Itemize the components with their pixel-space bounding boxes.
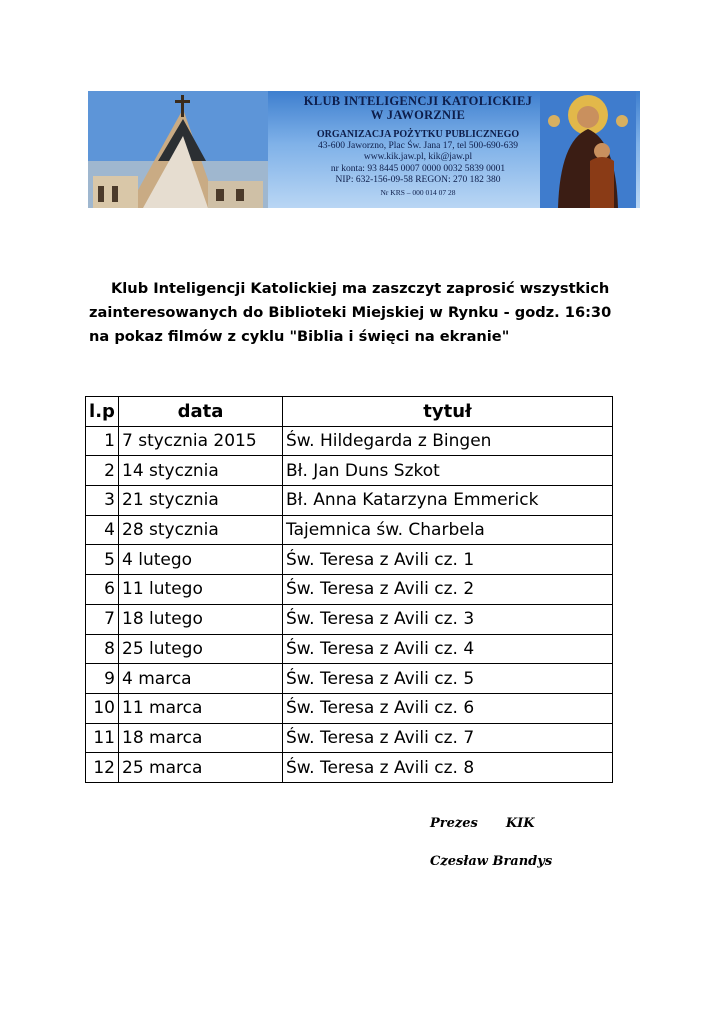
banner-org: ORGANIZACJA POŻYTKU PUBLICZNEGO	[316, 129, 520, 140]
row-number: 11	[86, 723, 119, 753]
row-number: 10	[86, 693, 119, 723]
row-number: 12	[86, 753, 119, 783]
table-row	[86, 426, 613, 456]
row-title: Św. Teresa z Avili cz. 7	[283, 723, 613, 753]
table-row	[86, 575, 613, 605]
row-title: Bł. Anna Katarzyna Emmerick	[283, 486, 613, 516]
row-title: Św. Teresa z Avili cz. 5	[283, 664, 613, 694]
banner-heading	[258, 94, 578, 129]
row-date: 25 marca	[119, 753, 283, 783]
invitation-line-3: na pokaz filmów z cyklu "Biblia i święci na ekranie"	[89, 328, 510, 345]
row-title: Tajemnica św. Charbela	[283, 515, 613, 545]
row-date: 21 stycznia	[119, 486, 283, 516]
row-date: 4 marca	[119, 664, 283, 694]
signature-org: KIK	[505, 816, 535, 831]
banner-account: nr konta: 93 8445 0007 0000 0032 5839 0001	[330, 163, 506, 174]
banner-nip: NIP: 632-156-09-58 REGON: 270 182 380	[335, 175, 501, 185]
row-number: 3	[86, 486, 119, 516]
table-row	[86, 486, 613, 516]
table-row	[86, 693, 613, 723]
banner-subtitle: W JAWORZNIE	[370, 108, 466, 122]
table-row	[86, 604, 613, 634]
row-title: Św. Teresa z Avili cz. 6	[283, 693, 613, 723]
row-date: 11 lutego	[119, 575, 283, 605]
row-title: Św. Teresa z Avili cz. 4	[283, 634, 613, 664]
row-date: 4 lutego	[119, 545, 283, 575]
row-date: 14 stycznia	[119, 456, 283, 486]
row-date: 7 stycznia 2015	[119, 426, 283, 456]
invitation-line-1: Klub Inteligencji Katolickiej ma zaszczyt zaprosić wszystkich	[111, 280, 610, 297]
row-number: 2	[86, 456, 119, 486]
row-date: 18 marca	[119, 723, 283, 753]
row-number: 7	[86, 604, 119, 634]
signature-name: Czesław Brandys	[430, 854, 553, 869]
row-date: 11 marca	[119, 693, 283, 723]
row-date: 18 lutego	[119, 604, 283, 634]
schedule-table	[85, 396, 613, 783]
signature-role	[430, 816, 535, 831]
table-row	[86, 723, 613, 753]
banner-details	[258, 129, 578, 198]
banner-address: 43-600 Jaworzno, Plac Św. Jana 17, tel 500-690-639	[318, 140, 518, 151]
header-lp: l.p	[86, 397, 119, 427]
row-number: 6	[86, 575, 119, 605]
row-title: Św. Teresa z Avili cz. 2	[283, 575, 613, 605]
table-row	[86, 634, 613, 664]
row-number: 1	[86, 426, 119, 456]
invitation-line-2: zainteresowanych do Biblioteki Miejskiej w Rynku - godz. 16:30	[89, 304, 612, 321]
table-row	[86, 545, 613, 575]
header-banner	[88, 91, 640, 208]
banner-krs: Nr KRS – 000 014 07 28	[380, 187, 456, 197]
row-date: 28 stycznia	[119, 515, 283, 545]
banner-title: KLUB INTELIGENCJI KATOLICKIEJ	[303, 94, 533, 108]
church-image	[88, 91, 268, 208]
table-row	[86, 515, 613, 545]
row-title: Bł. Jan Duns Szkot	[283, 456, 613, 486]
row-number: 5	[86, 545, 119, 575]
header-date: data	[119, 397, 283, 427]
invitation-text	[89, 277, 629, 349]
row-title: Św. Hildegarda z Bingen	[283, 426, 613, 456]
row-title: Św. Teresa z Avili cz. 1	[283, 545, 613, 575]
table-row	[86, 664, 613, 694]
row-date: 25 lutego	[119, 634, 283, 664]
row-number: 8	[86, 634, 119, 664]
signature-role-label: Prezes	[430, 816, 478, 831]
row-number: 4	[86, 515, 119, 545]
banner-web: www.kik.jaw.pl, kik@jaw.pl	[363, 152, 473, 162]
header-title: tytuł	[283, 397, 613, 427]
row-title: Św. Teresa z Avili cz. 8	[283, 753, 613, 783]
row-title: Św. Teresa z Avili cz. 3	[283, 604, 613, 634]
row-number: 9	[86, 664, 119, 694]
table-row	[86, 456, 613, 486]
table-header-row	[86, 397, 613, 427]
madonna-icon	[540, 91, 636, 208]
table-row	[86, 753, 613, 783]
